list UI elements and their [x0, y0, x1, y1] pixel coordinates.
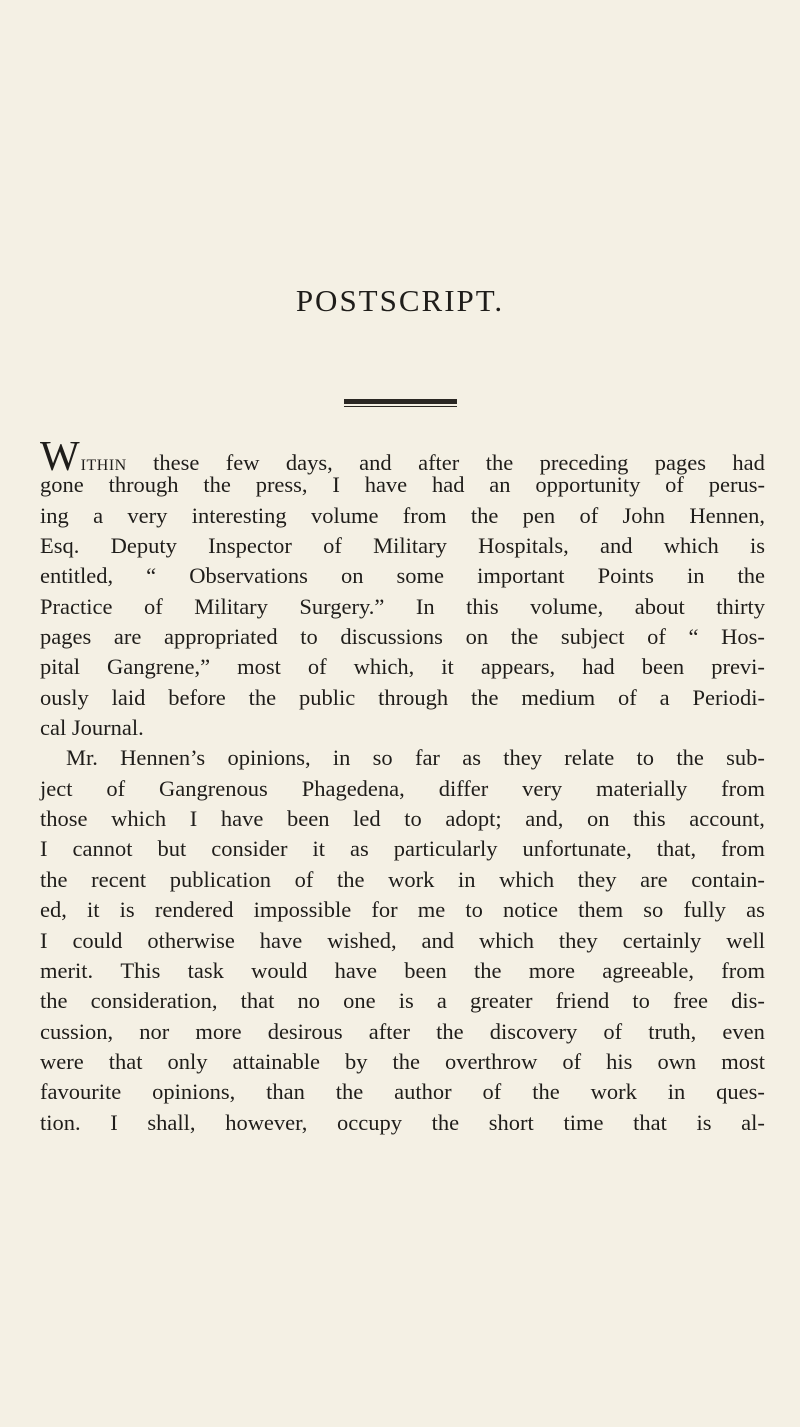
- word: opportunity: [535, 472, 641, 498]
- word: Practice: [40, 593, 113, 619]
- word: in: [686, 563, 705, 589]
- word: they: [503, 745, 542, 771]
- word: to: [636, 745, 655, 771]
- word: of: [106, 775, 126, 801]
- word: in: [457, 866, 476, 892]
- word: led: [353, 806, 381, 832]
- text-line: [40, 1049, 765, 1079]
- word: time: [563, 1109, 604, 1135]
- word: could: [72, 927, 123, 953]
- word: more: [195, 1018, 242, 1044]
- text-line: [40, 958, 765, 988]
- word: Gangrenous: [159, 775, 268, 801]
- text-line: [40, 685, 765, 715]
- word: I: [110, 1109, 118, 1135]
- word: Points: [597, 563, 654, 589]
- word: contain-: [691, 866, 765, 892]
- word: free: [673, 988, 709, 1014]
- word: have: [334, 957, 378, 983]
- body-text: [40, 434, 765, 1140]
- text-line: [40, 1079, 765, 1109]
- word: press,: [255, 472, 308, 498]
- text-line: [40, 1110, 765, 1140]
- word: which: [478, 927, 534, 953]
- word: after: [368, 1018, 411, 1044]
- word: after: [418, 450, 460, 475]
- text-line: [40, 533, 765, 563]
- word: thirty: [716, 593, 765, 619]
- word: some: [396, 563, 445, 589]
- word: unfortunate,: [522, 836, 632, 862]
- word: volume,: [530, 593, 604, 619]
- word: have: [364, 472, 408, 498]
- word: Mr.: [66, 745, 98, 771]
- word: work: [590, 1079, 637, 1105]
- word: favourite: [40, 1079, 122, 1105]
- text-line: [40, 1019, 765, 1049]
- word: discovery: [489, 1018, 578, 1044]
- word: so: [643, 897, 664, 923]
- word: even: [722, 1018, 765, 1044]
- word: which,: [353, 654, 415, 680]
- word: and: [359, 450, 392, 475]
- word: rendered: [154, 897, 234, 923]
- word: that: [108, 1048, 143, 1074]
- word: that: [240, 988, 275, 1014]
- word: materially: [596, 775, 688, 801]
- word: to: [632, 988, 650, 1014]
- word: public: [298, 684, 356, 710]
- word: differ: [438, 775, 489, 801]
- word: the: [248, 684, 277, 710]
- word: the: [436, 1018, 464, 1044]
- word: so: [372, 745, 393, 771]
- word: as: [746, 897, 765, 923]
- word: publication: [169, 866, 271, 892]
- text-line: [40, 624, 765, 654]
- word: Phagedena,: [301, 775, 405, 801]
- word: on: [586, 806, 610, 832]
- word: have: [259, 927, 303, 953]
- word: merit.: [40, 957, 94, 983]
- word: days,: [285, 450, 333, 475]
- word: agreeable,: [602, 957, 695, 983]
- word: the: [470, 502, 499, 528]
- word: most: [237, 654, 281, 680]
- text-line: [40, 745, 765, 775]
- word: task: [187, 957, 224, 983]
- word: entitled,: [40, 563, 114, 589]
- word: which: [499, 866, 555, 892]
- page-title: POSTSCRIPT.: [295, 283, 505, 318]
- text-line: [40, 563, 765, 593]
- decorative-rule: [344, 399, 457, 408]
- word: consideration,: [90, 988, 218, 1014]
- text-line: cal Journal.: [40, 715, 144, 741]
- word: Hospitals,: [478, 533, 569, 559]
- word: desirous: [267, 1018, 343, 1044]
- word: Hennen,: [689, 502, 765, 528]
- word: This: [120, 957, 161, 983]
- word: greater: [469, 988, 533, 1014]
- word: would: [251, 957, 308, 983]
- text-line: [40, 654, 765, 684]
- word: ously: [40, 684, 89, 710]
- rule-thin-line: [344, 406, 457, 407]
- word: they: [577, 866, 617, 892]
- word: “: [146, 563, 157, 589]
- word: cussion,: [40, 1018, 114, 1044]
- word: few: [225, 450, 260, 475]
- word: I: [40, 836, 48, 862]
- word: them: [578, 897, 624, 923]
- word: a: [659, 684, 670, 710]
- word: otherwise: [147, 927, 235, 953]
- word: consider: [211, 836, 288, 862]
- word: medium: [521, 684, 596, 710]
- word: and: [599, 533, 633, 559]
- word: no: [297, 988, 320, 1014]
- word: certainly: [622, 927, 702, 953]
- word: as: [350, 836, 369, 862]
- text-line: [40, 472, 765, 502]
- word: gone: [40, 472, 84, 498]
- word: of: [665, 472, 684, 498]
- word: ject: [40, 775, 73, 801]
- word: from: [721, 957, 765, 983]
- drop-cap: W: [40, 434, 80, 480]
- word: nor: [139, 1018, 170, 1044]
- word: Periodi-: [692, 684, 765, 710]
- word: the: [676, 745, 704, 771]
- word: own: [657, 1048, 697, 1074]
- word: for: [371, 897, 398, 923]
- word: and,: [525, 806, 564, 832]
- word: the: [40, 988, 68, 1014]
- word: I: [40, 927, 48, 953]
- word: of: [482, 1079, 502, 1105]
- text-line: [40, 988, 765, 1018]
- paragraph-1: [40, 434, 765, 745]
- word: the: [510, 624, 539, 650]
- word: only: [167, 1048, 208, 1074]
- word: far: [414, 745, 440, 771]
- word: on: [465, 624, 489, 650]
- word: Observations: [189, 563, 308, 589]
- word: that,: [656, 836, 697, 862]
- word: preceding: [539, 450, 629, 475]
- word: volume: [310, 502, 379, 528]
- word: shall,: [147, 1109, 196, 1135]
- word: cannot: [72, 836, 133, 862]
- word: Inspector: [208, 533, 292, 559]
- word: are: [113, 624, 142, 650]
- word: opinions,: [152, 1079, 236, 1105]
- word: is: [398, 988, 414, 1014]
- word: before: [168, 684, 226, 710]
- word: ques-: [716, 1079, 765, 1105]
- word: ing: [40, 502, 69, 528]
- word: important: [477, 563, 565, 589]
- word: to: [404, 806, 422, 832]
- text-line: [40, 503, 765, 533]
- word: dis-: [731, 988, 765, 1014]
- word: through: [108, 472, 179, 498]
- word: appropriated: [163, 624, 278, 650]
- word: of: [294, 866, 314, 892]
- word: his: [606, 1048, 633, 1074]
- word: attainable: [232, 1048, 320, 1074]
- word: tion.: [40, 1109, 81, 1135]
- word: Gangrene,”: [107, 654, 211, 680]
- word: me: [417, 897, 446, 923]
- word: al-: [741, 1109, 765, 1135]
- word: pen: [522, 502, 556, 528]
- word: this: [466, 593, 499, 619]
- word: the: [40, 866, 68, 892]
- word: about: [634, 593, 685, 619]
- word: had: [431, 472, 465, 498]
- word: subject: [560, 624, 625, 650]
- word: this: [633, 806, 666, 832]
- word: by: [344, 1048, 368, 1074]
- word: adopt;: [445, 806, 502, 832]
- word: the: [474, 957, 502, 983]
- word: been: [404, 957, 447, 983]
- word: wished,: [327, 927, 397, 953]
- word: recent: [91, 866, 147, 892]
- word: work: [388, 866, 435, 892]
- text-line: [40, 434, 765, 480]
- word: short: [488, 1109, 534, 1135]
- word: it: [87, 897, 100, 923]
- word: the: [470, 684, 499, 710]
- word: in: [667, 1079, 686, 1105]
- word: from: [721, 836, 765, 862]
- word: and: [421, 927, 455, 953]
- word: but: [157, 836, 187, 862]
- word: the: [431, 1109, 460, 1135]
- rule-thick-line: [344, 399, 457, 404]
- word: truth,: [648, 1018, 697, 1044]
- word: as: [462, 745, 481, 771]
- word: Hennen’s: [120, 745, 206, 771]
- word: most: [721, 1048, 765, 1074]
- word: to: [465, 897, 483, 923]
- text-line: [40, 928, 765, 958]
- word: they: [558, 927, 598, 953]
- first-word-rest: ithin: [80, 450, 127, 475]
- word: relate: [564, 745, 615, 771]
- word: opinions,: [227, 745, 311, 771]
- word: I: [189, 806, 198, 832]
- word: is: [119, 897, 135, 923]
- word: of: [562, 1048, 582, 1074]
- word: Military: [373, 533, 447, 559]
- word: of: [617, 684, 637, 710]
- word: these: [153, 450, 200, 475]
- word: discussions: [340, 624, 443, 650]
- text-line: [40, 867, 765, 897]
- word: one: [343, 988, 376, 1014]
- word: of: [323, 533, 342, 559]
- word: are: [640, 866, 668, 892]
- word: very: [522, 775, 563, 801]
- word: a: [436, 988, 447, 1014]
- word: of: [603, 1018, 623, 1044]
- word: is: [749, 533, 765, 559]
- text-line: [40, 897, 765, 927]
- word: impossible: [253, 897, 352, 923]
- word: more: [528, 957, 575, 983]
- word: from: [721, 775, 765, 801]
- word: which: [111, 806, 167, 832]
- word: pages: [654, 450, 706, 475]
- word: laid: [111, 684, 146, 710]
- word: “: [688, 624, 699, 650]
- word: the: [737, 563, 765, 589]
- word: of: [307, 654, 327, 680]
- word: Surgery.”: [299, 593, 385, 619]
- word: it: [441, 654, 454, 680]
- word: appears,: [480, 654, 556, 680]
- word: which: [663, 533, 719, 559]
- word: a: [93, 502, 104, 528]
- word: author: [394, 1079, 452, 1105]
- word: an: [489, 472, 511, 498]
- word: very: [127, 502, 168, 528]
- word: of: [647, 624, 666, 650]
- word: on: [340, 563, 364, 589]
- word: occupy: [337, 1109, 403, 1135]
- word: interesting: [191, 502, 287, 528]
- word: that: [633, 1109, 667, 1135]
- word: I: [332, 472, 340, 498]
- word: sub-: [726, 745, 765, 771]
- word: Military: [194, 593, 268, 619]
- word: ed,: [40, 897, 67, 923]
- word: Hos-: [721, 624, 765, 650]
- word: been: [286, 806, 330, 832]
- text-line: [40, 594, 765, 624]
- word: the: [336, 866, 365, 892]
- word: is: [696, 1109, 712, 1135]
- word: John: [622, 502, 666, 528]
- word: Esq.: [40, 533, 80, 559]
- paragraph-2: [40, 745, 765, 1139]
- word: from: [402, 502, 447, 528]
- word: to: [300, 624, 318, 650]
- word: however,: [225, 1109, 308, 1135]
- word: friend: [555, 988, 610, 1014]
- first-word: [40, 434, 127, 480]
- word: the: [485, 450, 514, 475]
- word: well: [726, 927, 765, 953]
- text-line: [40, 806, 765, 836]
- word: of: [143, 593, 163, 619]
- text-line: [40, 836, 765, 866]
- word: were: [40, 1048, 84, 1074]
- word: had: [732, 450, 765, 475]
- word: overthrow: [444, 1048, 538, 1074]
- word: of: [579, 502, 599, 528]
- word: Deputy: [110, 533, 177, 559]
- word: the: [335, 1079, 364, 1105]
- word: had: [582, 654, 615, 680]
- word: than: [266, 1079, 305, 1105]
- word: account,: [689, 806, 765, 832]
- word: the: [392, 1048, 420, 1074]
- word: through: [378, 684, 449, 710]
- word: it: [312, 836, 325, 862]
- word: been: [641, 654, 685, 680]
- word: fully: [683, 897, 726, 923]
- word: notice: [503, 897, 558, 923]
- word: have: [220, 806, 264, 832]
- word: the: [532, 1079, 560, 1105]
- word: pages: [40, 624, 92, 650]
- word: In: [415, 593, 435, 619]
- text-line: [40, 776, 765, 806]
- word: the: [203, 472, 231, 498]
- word: those: [40, 806, 88, 832]
- word: perus-: [708, 472, 765, 498]
- word: pital: [40, 654, 80, 680]
- word: particularly: [393, 836, 498, 862]
- word: in: [332, 745, 351, 771]
- word: previ-: [711, 654, 765, 680]
